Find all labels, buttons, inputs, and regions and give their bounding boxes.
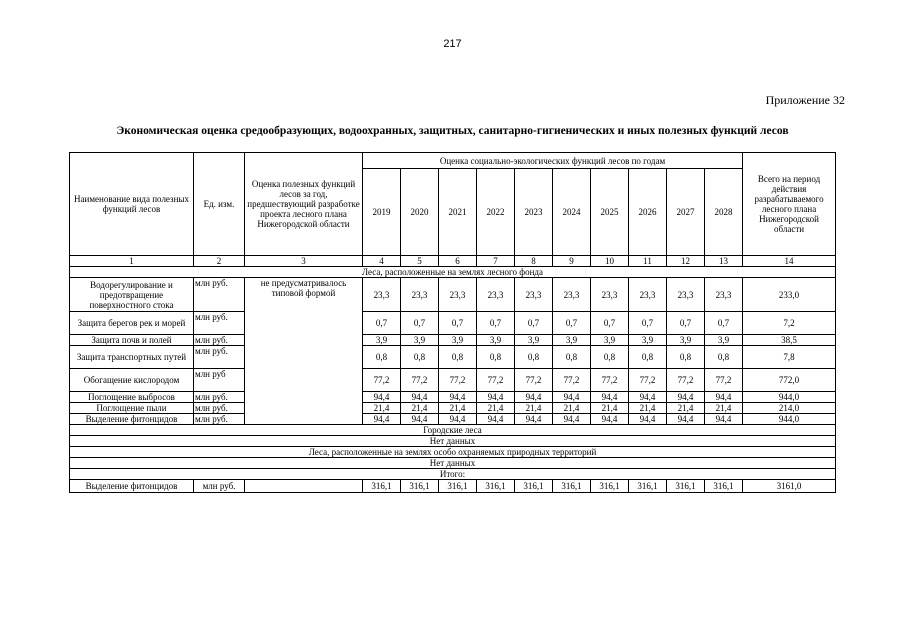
- year-value: 94,4: [477, 414, 515, 425]
- header-year-2028: 2028: [705, 169, 743, 256]
- year-value: 23,3: [439, 278, 477, 312]
- table-row: [70, 346, 836, 369]
- year-value: 94,4: [363, 414, 401, 425]
- column-number: 11: [629, 256, 667, 267]
- total-row: [70, 480, 836, 493]
- year-value: 77,2: [363, 369, 401, 392]
- year-value: 3,9: [629, 335, 667, 346]
- year-value: 23,3: [629, 278, 667, 312]
- year-value: 0,7: [477, 312, 515, 335]
- year-value: 21,4: [553, 403, 591, 414]
- section-row: [70, 425, 836, 436]
- total-year-value: 316,1: [515, 480, 553, 493]
- function-name: Поглощение пыли: [70, 403, 194, 414]
- year-value: 0,7: [401, 312, 439, 335]
- unit: млн руб.: [194, 312, 245, 335]
- table-row: [70, 312, 836, 335]
- function-name: Защита транспортных путей: [70, 346, 194, 369]
- year-value: 3,9: [477, 335, 515, 346]
- year-value: 3,9: [553, 335, 591, 346]
- year-value: 3,9: [591, 335, 629, 346]
- table-row: [70, 392, 836, 403]
- period-total: 7,8: [743, 346, 836, 369]
- period-total: 38,5: [743, 335, 836, 346]
- year-value: 3,9: [401, 335, 439, 346]
- column-number: 14: [743, 256, 836, 267]
- year-value: 0,7: [363, 312, 401, 335]
- section-row: [70, 469, 836, 480]
- period-total: 944,0: [743, 414, 836, 425]
- functions-table: [69, 152, 836, 493]
- year-value: 0,7: [667, 312, 705, 335]
- function-name: Водорегулирование и предотвращение поверхностного стока: [70, 278, 194, 312]
- year-value: 94,4: [553, 392, 591, 403]
- function-name: Обогащение кислородом: [70, 369, 194, 392]
- total-year-value: 316,1: [705, 480, 743, 493]
- column-number: 10: [591, 256, 629, 267]
- header-years-group: Оценка социально-экологических функций лесов по годам: [363, 153, 743, 169]
- table-row: [70, 403, 836, 414]
- period-total: 944,0: [743, 392, 836, 403]
- year-value: 23,3: [667, 278, 705, 312]
- header-year-2027: 2027: [667, 169, 705, 256]
- header-prior-year-estimate: Оценка полезных функций лесов за год, предшествующий разработке проекта лесного плана Нижегородской области: [245, 153, 363, 256]
- unit: млн руб.: [194, 414, 245, 425]
- year-value: 94,4: [591, 392, 629, 403]
- total-year-value: 316,1: [401, 480, 439, 493]
- year-value: 21,4: [591, 403, 629, 414]
- year-value: 94,4: [439, 392, 477, 403]
- year-value: 94,4: [629, 414, 667, 425]
- document-title: Экономическая оценка средообразующих, водоохранных, защитных, санитарно-гигиенических и иных полезных функций лесов: [116, 125, 789, 137]
- year-value: 94,4: [401, 414, 439, 425]
- year-value: 94,4: [667, 392, 705, 403]
- year-value: 0,8: [591, 346, 629, 369]
- year-value: 77,2: [667, 369, 705, 392]
- column-number: 12: [667, 256, 705, 267]
- column-numbers-row: [70, 256, 836, 267]
- header-year-2022: 2022: [477, 169, 515, 256]
- total-row-unit: млн руб.: [194, 480, 245, 493]
- table-row: [70, 278, 836, 312]
- year-value: 0,8: [667, 346, 705, 369]
- section-row: [70, 267, 836, 278]
- total-year-value: 316,1: [439, 480, 477, 493]
- total-year-value: 316,1: [553, 480, 591, 493]
- year-value: 94,4: [705, 392, 743, 403]
- year-value: 0,8: [477, 346, 515, 369]
- unit: млн руб.: [194, 392, 245, 403]
- total-year-value: 316,1: [477, 480, 515, 493]
- year-value: 3,9: [515, 335, 553, 346]
- table-row: [70, 369, 836, 392]
- year-value: 77,2: [477, 369, 515, 392]
- unit: млн руб.: [194, 346, 245, 369]
- section-urban-forests: Городские леса: [70, 425, 836, 436]
- header-year-2019: 2019: [363, 169, 401, 256]
- column-number: 5: [401, 256, 439, 267]
- year-value: 77,2: [553, 369, 591, 392]
- period-total: 772,0: [743, 369, 836, 392]
- year-value: 94,4: [401, 392, 439, 403]
- no-data-label: Нет данных: [70, 458, 836, 469]
- year-value: 23,3: [553, 278, 591, 312]
- year-value: 77,2: [705, 369, 743, 392]
- year-value: 21,4: [477, 403, 515, 414]
- year-value: 23,3: [477, 278, 515, 312]
- year-value: 77,2: [629, 369, 667, 392]
- column-number: 8: [515, 256, 553, 267]
- section-forest-fund: Леса, расположенные на землях лесного фонда: [70, 267, 836, 278]
- function-name: Защита берегов рек и морей: [70, 312, 194, 335]
- total-year-value: 316,1: [667, 480, 705, 493]
- period-total: 214,0: [743, 403, 836, 414]
- header-unit: Ед. изм.: [194, 153, 245, 256]
- header-total-period: Всего на период действия разрабатываемого лесного плана Нижегородской области: [743, 153, 836, 256]
- header-function-name: Наименование вида полезных функций лесов: [70, 153, 194, 256]
- year-value: 0,8: [553, 346, 591, 369]
- year-value: 3,9: [667, 335, 705, 346]
- year-value: 0,7: [629, 312, 667, 335]
- year-value: 0,7: [439, 312, 477, 335]
- year-value: 23,3: [515, 278, 553, 312]
- year-value: 0,7: [705, 312, 743, 335]
- section-total: Итого:: [70, 469, 836, 480]
- column-number: 7: [477, 256, 515, 267]
- year-value: 77,2: [515, 369, 553, 392]
- column-number: 3: [245, 256, 363, 267]
- unit: млн руб: [194, 369, 245, 392]
- year-value: 21,4: [363, 403, 401, 414]
- year-value: 21,4: [629, 403, 667, 414]
- unit: млн руб.: [194, 278, 245, 312]
- column-number: 6: [439, 256, 477, 267]
- no-data-label: Нет данных: [70, 436, 836, 447]
- header-year-2024: 2024: [553, 169, 591, 256]
- year-value: 21,4: [401, 403, 439, 414]
- year-value: 3,9: [363, 335, 401, 346]
- table-row: [70, 335, 836, 346]
- year-value: 94,4: [553, 414, 591, 425]
- year-value: 94,4: [515, 414, 553, 425]
- column-number: 2: [194, 256, 245, 267]
- header-year-2021: 2021: [439, 169, 477, 256]
- year-value: 0,8: [439, 346, 477, 369]
- section-protected-areas: Леса, расположенные на землях особо охраняемых природных территорий: [70, 447, 836, 458]
- year-value: 23,3: [401, 278, 439, 312]
- total-year-value: 316,1: [591, 480, 629, 493]
- year-value: 94,4: [515, 392, 553, 403]
- year-value: 23,3: [705, 278, 743, 312]
- year-value: 77,2: [439, 369, 477, 392]
- period-total: 7,2: [743, 312, 836, 335]
- year-value: 94,4: [667, 414, 705, 425]
- year-value: 0,8: [401, 346, 439, 369]
- total-year-value: 316,1: [629, 480, 667, 493]
- year-value: 0,7: [553, 312, 591, 335]
- year-value: 0,8: [363, 346, 401, 369]
- column-number: 1: [70, 256, 194, 267]
- year-value: 0,7: [515, 312, 553, 335]
- header-year-2025: 2025: [591, 169, 629, 256]
- year-value: 23,3: [591, 278, 629, 312]
- prior-year-note: не предусматривалось типовой формой: [245, 278, 363, 425]
- header-year-2020: 2020: [401, 169, 439, 256]
- year-value: 21,4: [515, 403, 553, 414]
- unit: млн руб.: [194, 403, 245, 414]
- year-value: 94,4: [477, 392, 515, 403]
- period-total: 233,0: [743, 278, 836, 312]
- year-value: 0,8: [629, 346, 667, 369]
- year-value: 21,4: [439, 403, 477, 414]
- table-row: [70, 414, 836, 425]
- unit: млн руб.: [194, 335, 245, 346]
- total-row-name: Выделение фитонцидов: [70, 480, 194, 493]
- year-value: 3,9: [439, 335, 477, 346]
- year-value: 0,8: [705, 346, 743, 369]
- table-body: [70, 153, 836, 493]
- year-value: 3,9: [705, 335, 743, 346]
- year-value: 21,4: [705, 403, 743, 414]
- grand-total: 3161,0: [743, 480, 836, 493]
- column-number: 13: [705, 256, 743, 267]
- column-number: 4: [363, 256, 401, 267]
- year-value: 94,4: [705, 414, 743, 425]
- function-name: Выделение фитонцидов: [70, 414, 194, 425]
- year-value: 77,2: [591, 369, 629, 392]
- section-row: [70, 458, 836, 469]
- section-row: [70, 436, 836, 447]
- year-value: 0,8: [515, 346, 553, 369]
- page-number: 217: [443, 38, 462, 50]
- header-row-1: [70, 153, 836, 169]
- year-value: 94,4: [591, 414, 629, 425]
- column-number: 9: [553, 256, 591, 267]
- year-value: 77,2: [401, 369, 439, 392]
- header-year-2026: 2026: [629, 169, 667, 256]
- total-row-prior-estimate: [245, 480, 363, 493]
- appendix-label: Приложение 32: [765, 93, 845, 107]
- year-value: 94,4: [629, 392, 667, 403]
- year-value: 94,4: [439, 414, 477, 425]
- section-row: [70, 447, 836, 458]
- year-value: 94,4: [363, 392, 401, 403]
- function-name: Поглощение выбросов: [70, 392, 194, 403]
- year-value: 23,3: [363, 278, 401, 312]
- year-value: 0,7: [591, 312, 629, 335]
- year-value: 21,4: [667, 403, 705, 414]
- header-year-2023: 2023: [515, 169, 553, 256]
- function-name: Защита почв и полей: [70, 335, 194, 346]
- total-year-value: 316,1: [363, 480, 401, 493]
